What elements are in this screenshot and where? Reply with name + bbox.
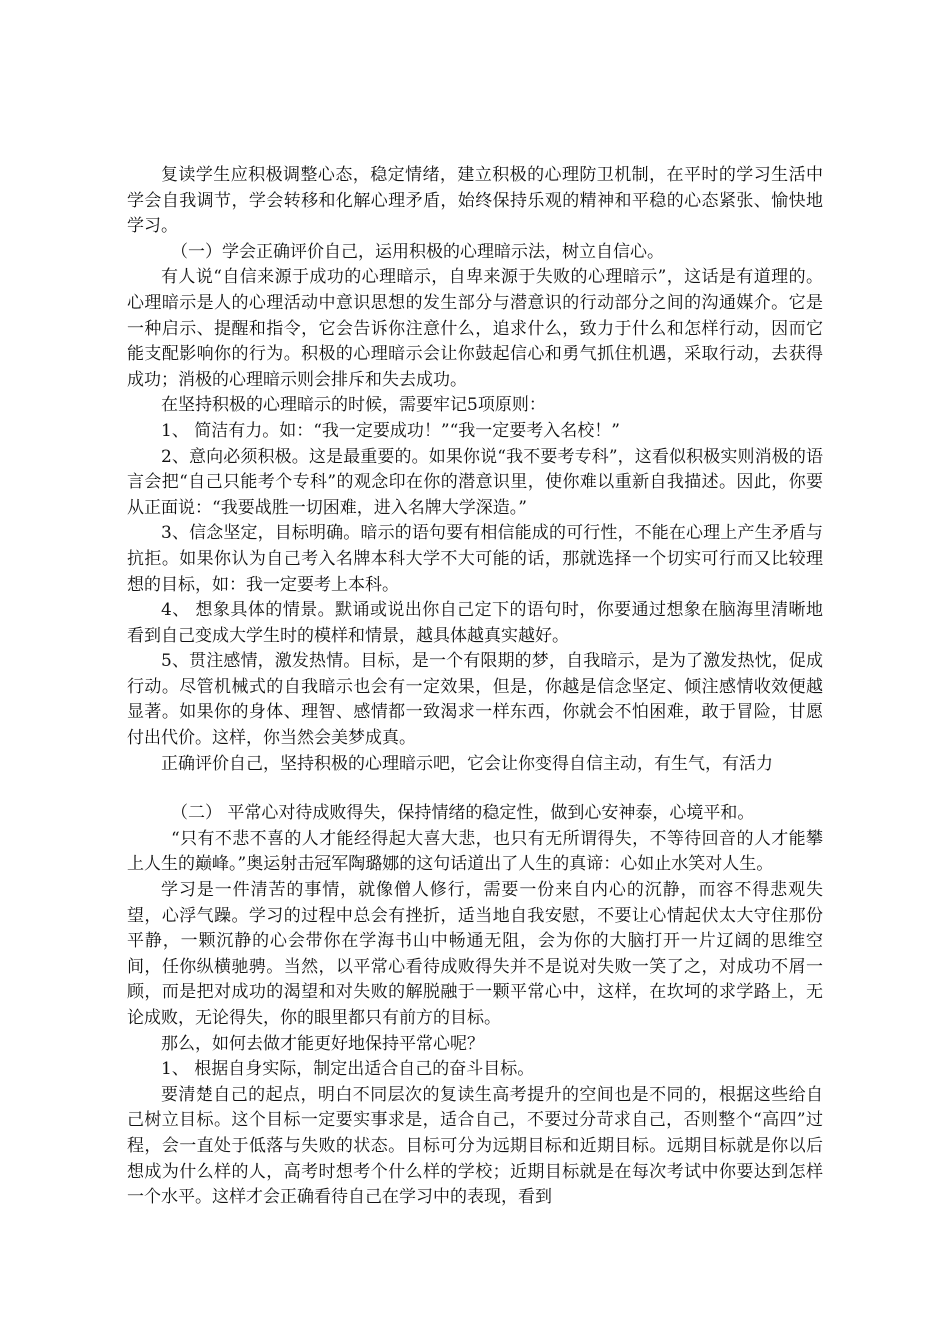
paragraph: 学习是一件清苦的事情，就像僧人修行，需要一份来自内心的沉静，而容不得悲观失望，心浮气躁。学习的过程中总会有挫折，适当地自我安慰，不要让心情起伏太大守住那份平静，一颗沉静的心会带你在学海书山中畅通无阻，会为你的大脑打开一片辽阔的思维空间，任你纵横驰骋。当然，以平常心看待成败得失并不是说对失败一笑了之，对成功不屑一顾，而是把对成功的渴望和对失败的解脱融于一颗平常心中，这样，在坎坷的求学路上，无论成败，无论得失，你的眼里都只有前方的目标。 xyxy=(127,880,823,1028)
section-heading-2: （二） 平常心对待成败得失，保持情绪的稳定性，做到心安神泰，心境平和。 xyxy=(171,803,755,824)
paragraph: 要清楚自己的起点，明白不同层次的复读生高考提升的空间也是不同的，根据这些给自己树立目标。这个目标一定要实事求是，适合自己，不要过分苛求自己，否则整个“高四”过程，会一直处于低落与失败的状态。目标可分为远期目标和近期目标。远期目标就是你以后想成为什么样的人，高考时想考个什么样的学校；近期目标就是在每次考试中你要达到怎样一个水平。这样才会正确看待自己在学习中的表现，看到 xyxy=(127,1084,823,1208)
list-item: 2、意向必须积极。这是最重要的。如果你说“我不要考专科”，这看似积极实则消极的语言会把“自己只能考个专科”的观念印在你的潜意识里，使你难以重新自我描述。因此，你要从正面说：“我要战胜一切困难，进入名牌大学深造。” xyxy=(127,446,823,518)
list-item: 1、 简洁有力。如：“我一定要成功！”“我一定要考入名校！” xyxy=(161,420,620,441)
paragraph: 那么，如何去做才能更好地保持平常心呢？ xyxy=(161,1033,484,1054)
paragraph: 正确评价自己，坚持积极的心理暗示吧，它会让你变得自信主动，有生气，有活力 xyxy=(161,753,773,774)
section-heading-1: （一）学会正确评价自己，运用积极的心理暗示法，树立自信心。 xyxy=(171,241,664,262)
paragraph-intro: 复读学生应积极调整心态，稳定情绪，建立积极的心理防卫机制，在平时的学习生活中学会自我调节，学会转移和化解心理矛盾，始终保持乐观的精神和平稳的心态紧张、愉快地学习。 xyxy=(127,165,823,237)
list-item: 4、 想象具体的情景。默诵或说出你自己定下的语句时，你要通过想象在脑海里清晰地看到自己变成大学生时的模样和情景，越具体越真实越好。 xyxy=(127,600,823,646)
paragraph-quote: “只有不悲不喜的人才能经得起大喜大悲，也只有无所谓得失，不等待回音的人才能攀上人生的巅峰。”奥运射击冠军陶璐娜的这句话道出了人生的真谛：心如止水笑对人生。 xyxy=(127,828,823,875)
spacer xyxy=(127,777,823,801)
paragraph: 在坚持积极的心理暗示的时候，需要牢记5项原则： xyxy=(161,395,546,416)
list-item: 5、贯注感情，激发热情。目标，是一个有限期的梦，自我暗示，是为了激发热忱，促成行动。尽管机械式的自我暗示也会有一定效果，但是，你越是信念坚定、倾注感情收效便越显著。如果你的身体、理智、感情都一致渴求一样东西，你就会不怕困难，敢于冒险，甘愿付出代价。这样，你当然会美梦成真。 xyxy=(127,651,823,749)
paragraph: 有人说“自信来源于成功的心理暗示，自卑来源于失败的心理暗示”，这话是有道理的。心理暗示是人的心理活动中意识思想的发生部分与潜意识的行动部分之间的沟通媒介。它是一种启示、提醒和指令，它会告诉你注意什么，追求什么，致力于什么和怎样行动，因而它能支配影响你的行为。积极的心理暗示会让你鼓起信心和勇气抓住机遇，采取行动，去获得成功；消极的心理暗示则会排斥和失去成功。 xyxy=(127,267,823,390)
document-body xyxy=(127,163,823,1211)
list-item: 3、信念坚定，目标明确。暗示的语句要有相信能成的可行性，不能在心理上产生矛盾与抗拒。如果你认为自己考入名牌本科大学不大可能的话，那就选择一个切实可行而又比较理想的目标，如：我一定要考上本科。 xyxy=(127,523,823,595)
list-item: 1、 根据自身实际，制定出适合自己的奋斗目标。 xyxy=(161,1059,535,1080)
